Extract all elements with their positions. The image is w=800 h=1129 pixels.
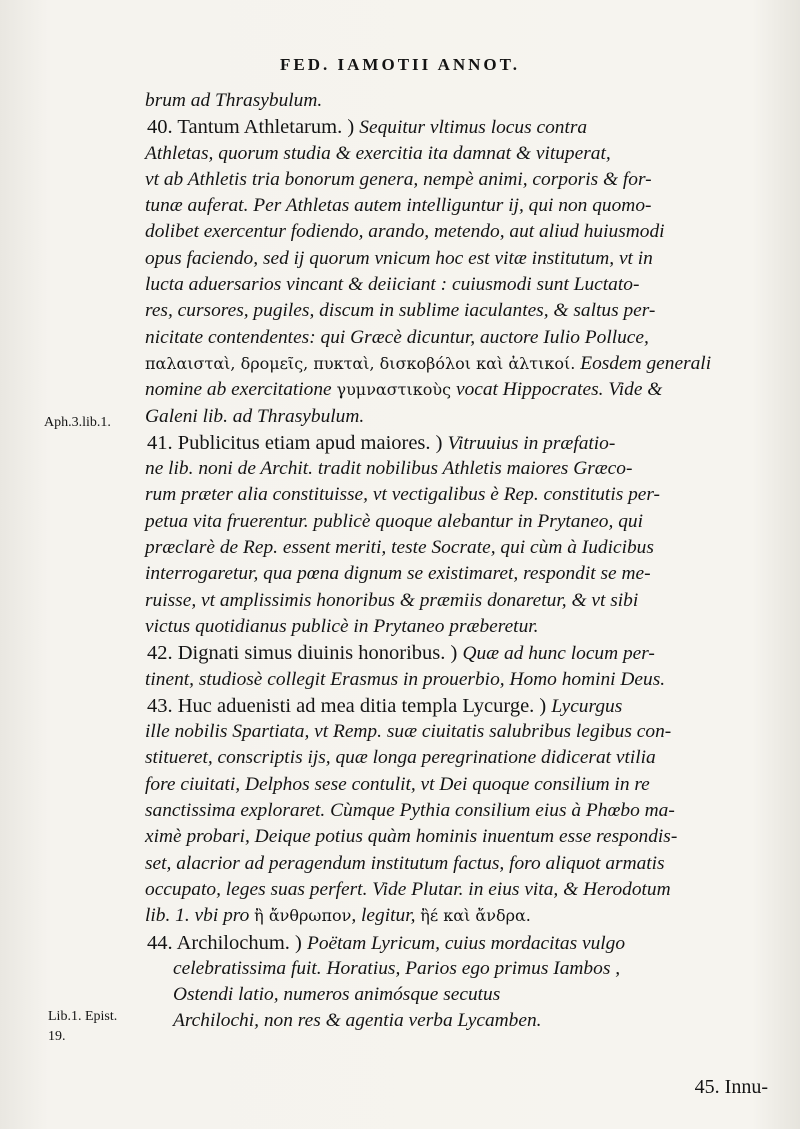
text-line [145,114,770,140]
text-line [145,167,770,193]
text-run: Poëtam Lyricum, cuius mordacitas vulgo [307,932,626,954]
text-run: præclarè de Rep. essent meriti, teste Socrate, qui cùm à Iudicibus [145,537,654,559]
text-line [145,141,770,167]
catchword: 45. Innu- [694,1076,768,1098]
text-line [145,325,770,351]
text-run: Vitruuius in præfatio- [447,432,616,454]
text-num: 43. [147,694,178,717]
text-lemma: Huc aduenisti ad mea ditia templa Lycurge. ) [177,694,552,717]
margin-note-19: 19. [48,1029,66,1044]
text-run: Sequitur vltimus locus contra [359,117,588,139]
text-line [145,693,770,719]
text-lemma: Publicitus etiam apud maiores. ) [177,431,448,454]
text-line [145,456,770,482]
margin-note-lib-epist: Lib.1. Epist. [48,1009,118,1024]
text-line [145,272,770,298]
text-line [145,246,770,272]
text-run: nomine ab exercitatione [145,379,337,401]
text-line [145,719,770,745]
text-run: stitueret, conscriptis ijs, quæ longa peregrinatione didicerat vtilia [145,747,656,769]
text-run: celebratissima fuit. Horatius, Parios ego primus Iambos , [173,957,621,979]
text-line [145,404,770,430]
text-line [145,930,770,956]
text-line [145,377,770,403]
text-run: Archilochi, non res & agentia verba Lycamben. [173,1010,542,1032]
text-run: ille nobilis Spartiata, vt Remp. suæ ciuitatis salubribus legibus con- [145,721,672,743]
text-run: sanctissima exploraret. Cùmque Pythia consilium eius à Phœbo ma- [145,800,675,822]
text-line [145,982,770,1008]
text-run: Eosdem generali [575,352,712,374]
text-run: rum præter alia constituisse, vt vectigalibus è Rep. constitutis per- [145,484,661,506]
text-run: Ostendi latio, numeros animósque secutus [173,984,501,1006]
text-line [145,903,770,929]
text-run: tunæ auferat. Per Athletas autem intelliguntur ij, qui non quomo- [145,195,652,217]
text-run: occupato, leges suas perfert. Vide Plutar. in eius vita, & Herodotum [145,878,671,900]
text-line [145,482,770,508]
text-lemma: Archilochum. ) [176,931,307,954]
text-line [145,772,770,798]
text-line [145,667,770,693]
text-run: lucta aduersarios vincant & deiiciant : cuiusmodi sunt Luctato- [145,274,640,296]
text-run: Galeni lib. ad Thrasybulum. [145,405,365,427]
text-line [145,509,770,535]
text-run: vocat Hippocrates. Vide & [451,379,663,401]
text-line [145,88,770,114]
text-line [145,588,770,614]
body-text [145,88,770,1035]
text-line [145,614,770,640]
text-line [145,1008,770,1034]
text-run: ruisse, vt amplissimis honoribus & præmiis donaretur, & vt sibi [145,589,639,611]
text-line [145,956,770,982]
text-run: opus faciendo, sed ij quorum vnicum hoc est vitæ institutum, vt in [145,247,653,269]
text-run: , legitur, [351,905,421,927]
text-run: Lycurgus [551,695,623,717]
text-num: 44. [147,931,177,954]
text-run: lib. 1. vbi pro [145,905,255,927]
text-greek: γυμναστικοὺς [336,380,452,400]
text-run: Athletas, quorum studia & exercitia ita damnat & vituperat, [145,142,611,164]
text-run: tinent, studiosè collegit Erasmus in prouerbio, Homo homini Deus. [145,668,666,690]
text-line [145,640,770,666]
text-line [145,298,770,324]
text-num: 40. [147,116,178,139]
text-run: dolibet exercentur fodiendo, arando, metendo, aut aliud huiusmodi [145,221,665,243]
text-line [145,430,770,456]
text-greek: ἢέ καὶ ἄνδρα. [420,906,531,926]
text-run: victus quotidianus publicè in Prytaneo præberetur. [145,615,539,637]
text-run: interrogaretur, qua pœna dignum se existimaret, respondit se me- [145,563,651,585]
text-run: res, cursores, pugiles, discum in sublime iaculantes, & saltus per- [145,300,656,322]
text-run: nicitate contendentes: qui Græcè dicuntur, auctore Iulio Polluce, [145,326,649,348]
text-lemma: Tantum Athletarum. ) [177,116,360,139]
text-line [145,193,770,219]
text-run: fore ciuitati, Delphos sese contulit, vt Dei quoque consilium in re [145,773,650,795]
text-lemma: Dignati simus diuinis honoribus. ) [177,642,463,665]
text-run: petua vita fruerentur. publicè quoque alebantur in Prytaneo, qui [145,510,643,532]
text-greek: παλαισταὶ, δρομεῖς, πυκταὶ, δισκοβόλοι καὶ ἀλτικοί. [145,353,576,373]
text-run: ne lib. noni de Archit. tradit nobilibus Athletis maiores Græco- [145,458,633,480]
text-run: brum ad Thrasybulum. [145,90,323,111]
running-head: FED. IAMOTII ANNOT. [280,55,520,74]
text-line [145,745,770,771]
text-run: ximè probari, Deique potius quàm hominis inuentum esse respondis- [145,826,678,848]
text-run: Quæ ad hunc locum per- [462,643,655,665]
text-line [145,877,770,903]
text-line [145,219,770,245]
text-line [145,561,770,587]
margin-note-aph: Aph.3.lib.1. [44,415,111,430]
text-greek: ἢ ἄνθρωπον [254,906,352,926]
text-num: 41. [147,431,178,454]
text-run: set, alacrior ad peragendum institutum factus, foro aliquot armatis [145,852,665,874]
text-line [145,798,770,824]
text-line [145,824,770,850]
text-line [145,851,770,877]
text-line [145,535,770,561]
text-run: vt ab Athletis tria bonorum genera, nempè animi, corporis & for- [145,168,652,190]
text-line [145,351,770,377]
text-num: 42. [147,642,178,665]
